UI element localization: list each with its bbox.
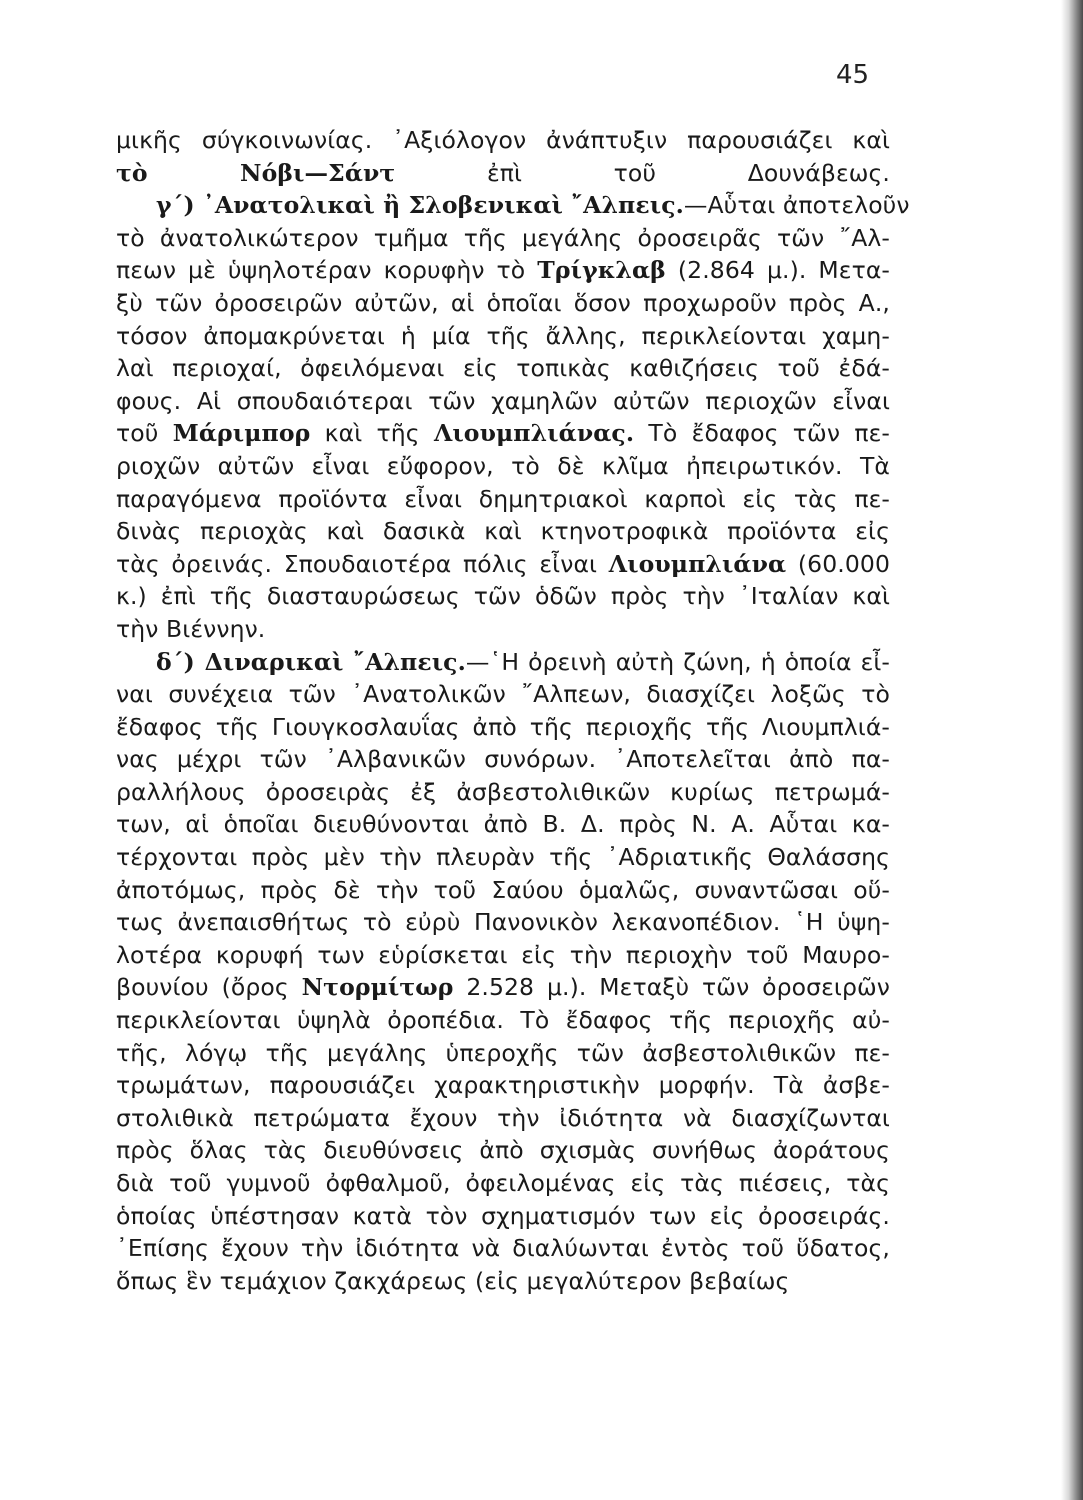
bold-term: Μάριμπορ (172, 419, 311, 448)
text-line (116, 189, 910, 222)
bold-term: γ΄) ᾿Ανατολικαὶ ἢ Σλοβενικαὶ ῎Αλπεις. (156, 191, 684, 220)
text-run: πεων μὲ ὑψηλοτέραν κορυφὴν τὸ (116, 256, 538, 285)
text-line (116, 450, 890, 483)
text-line (116, 613, 890, 646)
text-line (116, 287, 890, 320)
text-line (116, 1037, 890, 1070)
text-run: (60.000 (786, 549, 890, 578)
text-run: ραλλήλους ὀροσειρὰς ἐξ ἀσβεστολιθικῶν κυρίως πετρωμά- (116, 777, 890, 806)
text-run: 2.528 μ.). Μεταξὺ τῶν ὀροσειρῶν (453, 973, 890, 1002)
bold-term: Τρίγκλαβ (537, 256, 666, 285)
text-run: τῆς, λόγῳ τῆς μεγάλης ὑπεροχῆς τῶν ἀσβεστολιθικῶν πε- (116, 1038, 890, 1067)
text-line (116, 254, 890, 287)
text-line (116, 124, 890, 157)
text-run: παραγόμενα προϊόντα εἶναι δημητριακοὶ καρποὶ εἰς τὰς πε- (116, 484, 890, 513)
text-run: ᾿Επίσης ἔχουν τὴν ἰδιότητα νὰ διαλύωνται ἐντὸς τοῦ ὕδατος, (116, 1234, 890, 1263)
body-text (116, 124, 910, 1297)
page-number: 45 (836, 60, 870, 90)
text-run: τως ἀνεπαισθήτως τὸ εὐρὺ Πανονικὸν λεκανοπέδιον. ῾Η ὑψη- (116, 908, 890, 937)
text-line (116, 971, 890, 1004)
text-line (116, 1232, 890, 1265)
text-run: στολιθικὰ πετρώματα ἔχουν τὴν ἰδιότητα νὰ διασχίζωνται (116, 1103, 890, 1132)
text-line (116, 515, 890, 548)
text-line (116, 1265, 890, 1298)
bold-term: Λιουμπλιάνα (608, 549, 787, 578)
text-run: ὅπως ἓν τεμάχιον ζακχάρεως (εἰς μεγαλύτερον βεβαίως (116, 1266, 790, 1295)
text-line (116, 1200, 890, 1233)
text-run: ξὺ τῶν ὀροσειρῶν αὐτῶν, αἱ ὁποῖαι ὅσον προχωροῦν πρὸς Α., (116, 288, 890, 317)
text-run: —Αὗται ἀποτελοῦν (683, 191, 910, 220)
text-run: πρὸς ὅλας τὰς διευθύνσεις ἀπὸ σχισμὰς συνήθως ἀοράτους (116, 1136, 890, 1165)
text-line (116, 580, 890, 613)
text-run: ἀποτόμως, πρὸς δὲ τὴν τοῦ Σαύου ὁμαλῶς, συναντῶσαι οὕ- (116, 875, 890, 904)
text-run: τὸ ἀνατολικώτερον τμῆμα τῆς μεγάλης ὀροσειρᾶς τῶν ῎Αλ- (116, 223, 890, 252)
text-line (116, 417, 890, 450)
text-line (116, 1167, 890, 1200)
text-run: ἔδαφος τῆς Γιουγκοσλαυΐας ἀπὸ τῆς περιοχῆς τῆς Λιουμπλιά- (116, 712, 890, 741)
text-line (116, 874, 890, 907)
text-run: δινὰς περιοχὰς καὶ δασικὰ καὶ κτηνοτροφικὰ προϊόντα εἰς (116, 517, 890, 546)
text-line (116, 1069, 890, 1102)
text-run: τὴν Βιέννην. (116, 614, 266, 643)
text-run: βουνίου (ὄρος (116, 973, 302, 1002)
text-line (116, 157, 890, 190)
text-run: μικῆς σύγκοινωνίας. ᾿Αξιόλογον ἀνάπτυξιν παρουσιάζει καὶ (116, 126, 890, 154)
text-line (116, 906, 890, 939)
text-run: τέρχονται πρὸς μὲν τὴν πλευρὰν τῆς ᾿Αδριατικῆς Θαλάσσης (116, 843, 890, 872)
text-run: κ.) ἐπὶ τῆς διασταυρώσεως τῶν ὁδῶν πρὸς τὴν ᾿Ιταλίαν καὶ (116, 582, 890, 611)
text-run: ναι συνέχεια τῶν ᾿Ανατολικῶν ῎Αλπεων, διασχίζει λοξῶς τὸ (116, 680, 890, 709)
text-run: Τὸ ἔδαφος τῶν πε- (634, 419, 890, 448)
text-run: τοῦ (116, 419, 173, 448)
text-run: φους. Αἱ σπουδαιότεραι τῶν χαμηλῶν αὐτῶν περιοχῶν εἶναι (116, 386, 890, 415)
text-line (116, 646, 890, 679)
text-line (116, 483, 890, 516)
text-line (116, 678, 890, 711)
text-run: διὰ τοῦ γυμνοῦ ὀφθαλμοῦ, ὀφειλομένας εἰς τὰς πιέσεις, τὰς (116, 1169, 890, 1197)
text-run: ριοχῶν αὐτῶν εἶναι εὔφορον, τὸ δὲ κλῖμα ἠπειρωτικόν. Τὰ (116, 451, 890, 480)
text-line (116, 841, 890, 874)
text-line (116, 352, 890, 385)
text-run: των, αἱ ὁποῖαι διευθύνονται ἀπὸ Β. Δ. πρὸς Ν. Α. Αὗται κα- (116, 810, 890, 839)
text-run: ἐπὶ τοῦ Δουνάβεως. (395, 158, 890, 187)
text-line (116, 776, 890, 809)
text-run: ὁποίας ὑπέστησαν κατὰ τὸν σχηματισμόν των εἰς ὀροσειράς. (116, 1201, 890, 1230)
text-line (116, 808, 890, 841)
text-run: (2.864 μ.). Μετα- (665, 256, 891, 285)
text-line (116, 385, 890, 418)
text-run: τόσον ἀπομακρύνεται ἡ μία τῆς ἄλλης, περικλείονται χαμη- (116, 321, 890, 350)
text-run: καὶ τῆς (310, 419, 434, 448)
text-run: λαὶ περιοχαί, ὀφειλόμεναι εἰς τοπικὰς καθιζήσεις τοῦ ἐδά- (116, 354, 890, 383)
binding-edge (1061, 0, 1083, 1500)
text-line (116, 939, 890, 972)
text-line (116, 320, 890, 353)
text-line (116, 1134, 890, 1167)
text-run: τὰς ὀρεινάς. Σπουδαιοτέρα πόλις εἶναι (116, 549, 609, 578)
bold-term: Ντορμίτωρ (301, 973, 454, 1002)
text-run: περικλείονται ὑψηλὰ ὀροπέδια. Τὸ ἔδαφος τῆς περιοχῆς αὐ- (116, 1006, 890, 1035)
text-line (116, 222, 890, 255)
text-run: νας μέχρι τῶν ᾿Αλβανικῶν συνόρων. ᾿Αποτελεῖται ἀπὸ πα- (116, 745, 890, 774)
text-line (116, 711, 890, 744)
bold-term: τὸ Νόβι—Σάντ (116, 158, 396, 187)
text-line (116, 1102, 890, 1135)
bold-term: Λιουμπλιάνας. (434, 419, 635, 448)
text-line (116, 743, 890, 776)
bold-term: δ΄) Διναρικαὶ ῎Αλπεις. (156, 647, 466, 676)
text-line (116, 1004, 890, 1037)
text-run: —῾Η ὀρεινὴ αὐτὴ ζώνη, ἡ ὁποία εἶ- (465, 647, 891, 676)
text-run: λοτέρα κορυφή των εὑρίσκεται εἰς τὴν περιοχὴν τοῦ Μαυρο- (116, 940, 890, 969)
text-line (116, 548, 890, 581)
text-run: τρωμάτων, παρουσιάζει χαρακτηριστικὴν μορφήν. Τὰ ἀσβε- (116, 1071, 890, 1100)
